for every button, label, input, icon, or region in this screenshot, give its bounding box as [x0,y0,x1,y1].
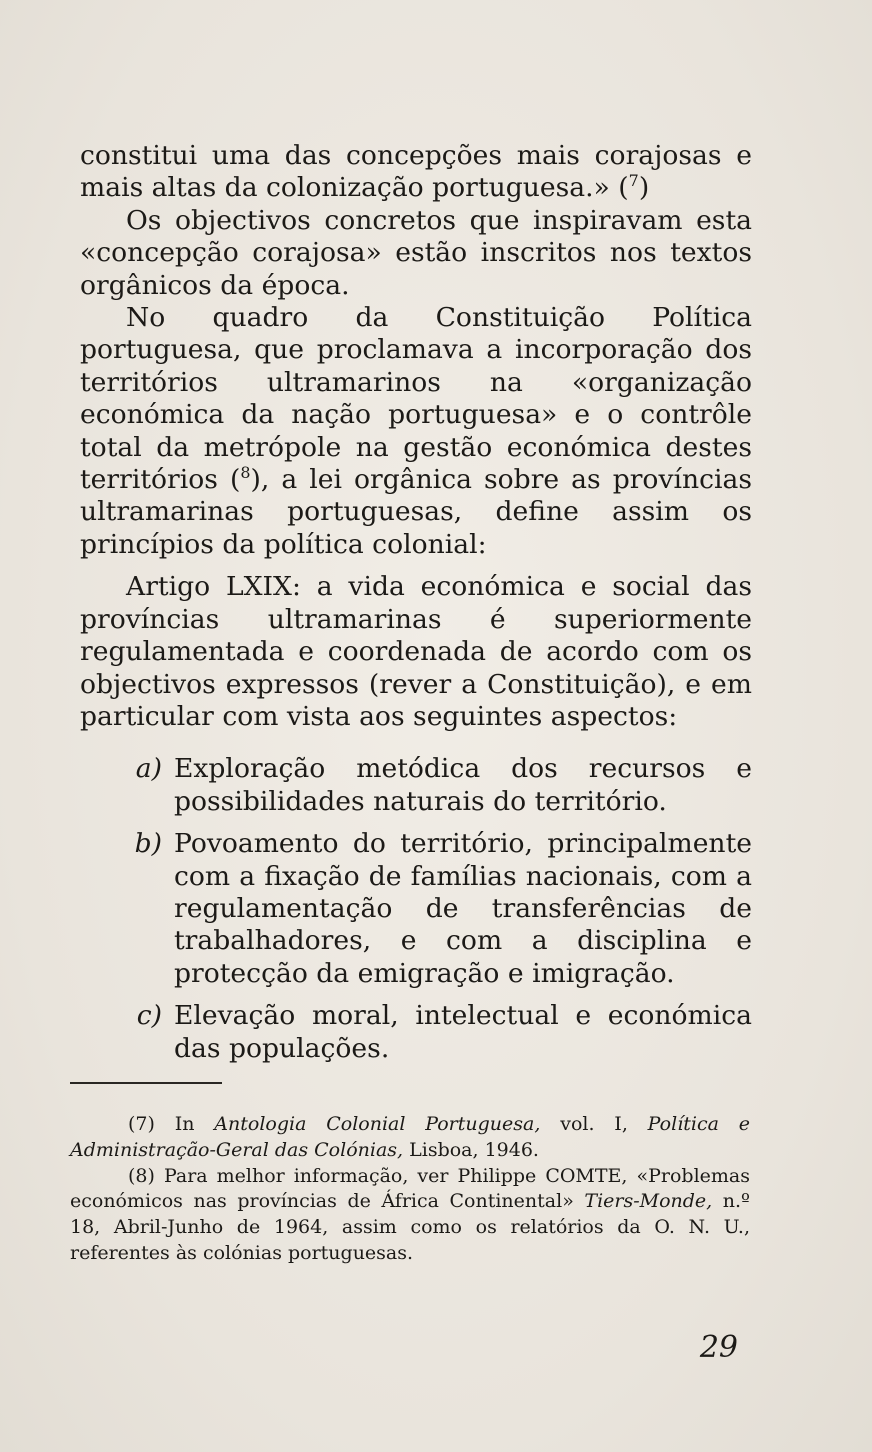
main-text [80,140,752,1075]
list-item-label: c) [136,1000,162,1032]
list-item-label: a) [135,753,162,785]
list-item-text: Exploração metódica dos recursos e possibilidades naturais do território. [174,753,752,817]
footnote-8: (8) Para melhor informação, ver Philippe COMTE, «Problemas económicos nas províncias de África Continental» Tiers-Monde, n.º 18, Abril-Junho de 1964, assim como os relatórios da O. N. U., referentes às colónias portuguesas. [70,1164,750,1264]
page-number: 29 [699,1330,738,1365]
list-item [80,828,752,990]
footnote-ref-8: 8 [240,463,251,483]
list-item-text: Elevação moral, intelectual e económica das populações. [174,1000,752,1064]
footnotes [70,1112,750,1267]
list-item [80,1000,752,1065]
paragraph-objectives: Os objectivos concretos que inspiravam esta «concepção corajosa» estão inscritos nos textos orgânicos da época. [80,204,752,301]
footnote-divider [70,1082,222,1084]
paragraph-continuation: constitui uma das concepções mais corajosas e mais altas da colonização portuguesa.» ($^7$) [80,140,752,204]
paragraph-constitution: No quadro da Constituição Política portuguesa, que proclamava a incorporação dos territórios ultramarinos na «organização económica da nação portuguesa» e o contrôle total da metrópole na gestão económica destes territórios ($^8$), a lei orgânica sobre as províncias ultramarinas portuguesas, define assim os princípios da política colonial: [80,302,753,560]
list-item [80,753,752,818]
aspects-list [80,753,752,1065]
footnote-7: (7) In Antologia Colonial Portuguesa, vol. I, Política e Administração-Geral das Colónias, Lisboa, 1946. [70,1113,751,1161]
list-item-label: b) [134,828,162,860]
list-item-text: Povoamento do território, principalmente com a fixação de famílias nacionais, com a regulamentação de transferências de trabalhadores, e com a disciplina e protecção da emigração e imigração. [174,828,752,989]
footnote-ref-7: 7 [628,171,639,191]
paragraph-article-lxix: Artigo LXIX: a vida económica e social das províncias ultramarinas é superiormente regulamentada e coordenada de acordo com os objectivos expressos (rever a Constituição), e em particular com vista aos seguintes aspectos: [80,571,752,732]
